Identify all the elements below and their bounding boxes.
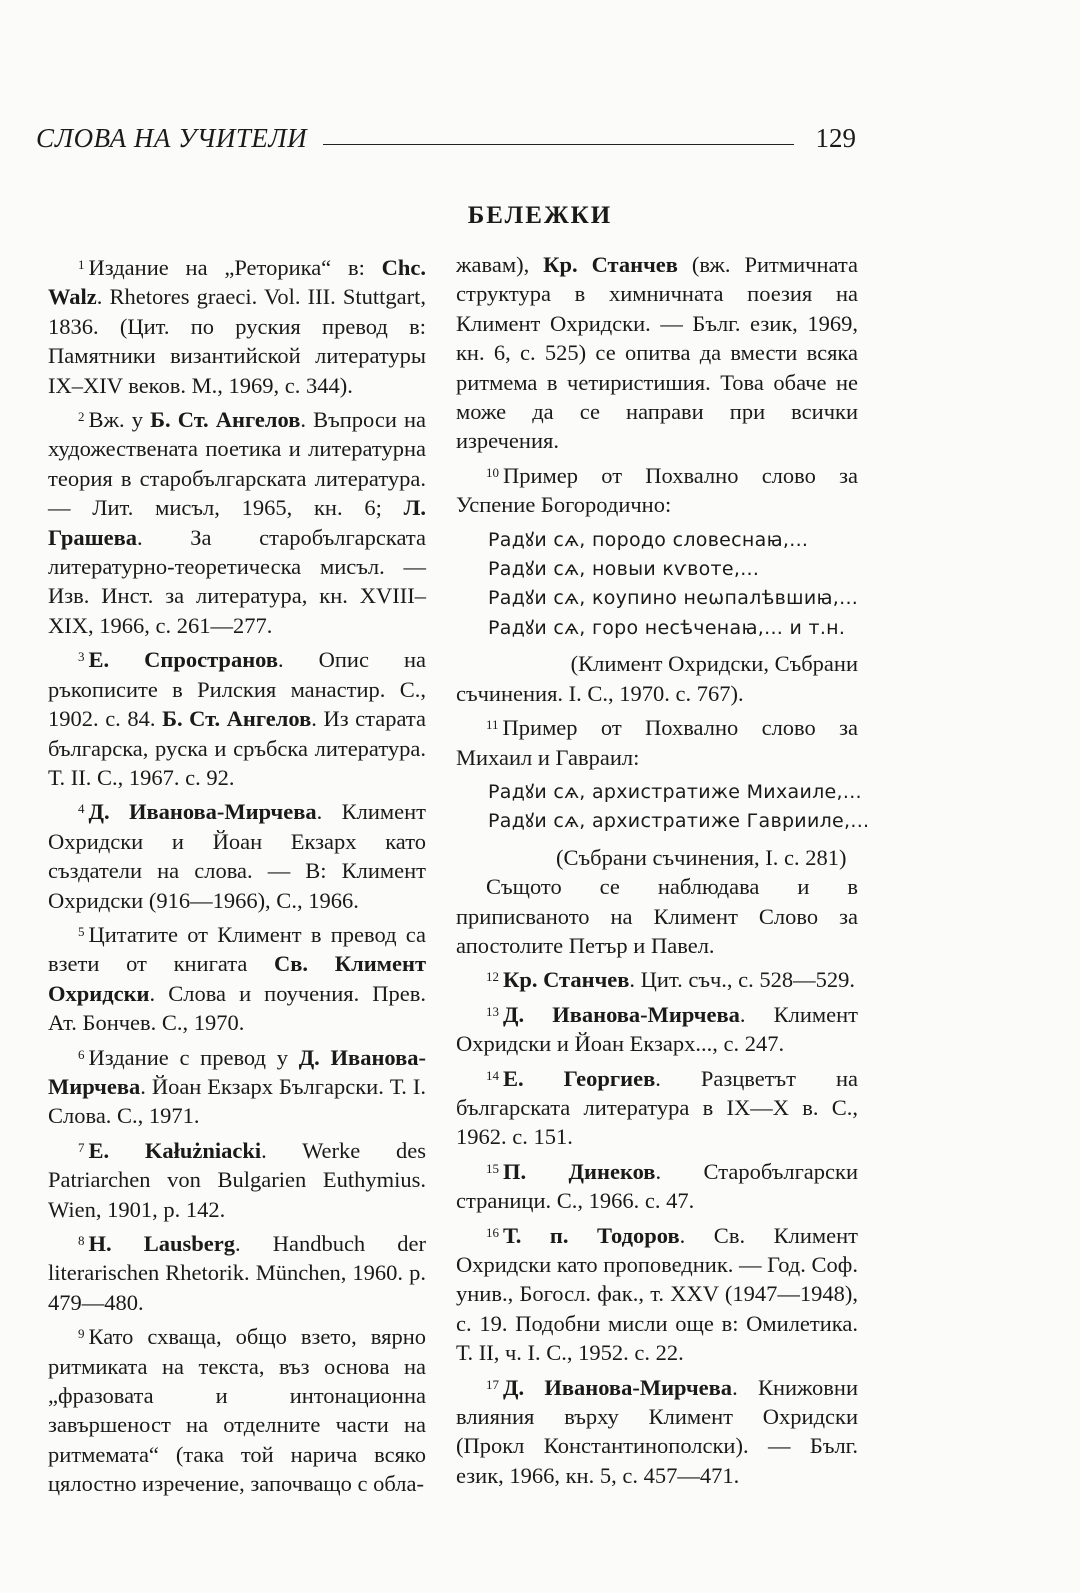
note-number: 8 — [78, 1233, 85, 1248]
quote-line: Радꙋи сѧ, новыи кѵвоте,... — [488, 558, 760, 581]
quote-line: Радꙋи сѧ, архистратиже Михаиле,... — [488, 780, 862, 803]
note-number: 1 — [78, 257, 85, 272]
note-number: 6 — [78, 1046, 85, 1062]
note-12: $^{12}$ Кр. Станчев. Цит. съч., с. 528—529. — [486, 967, 856, 993]
note-6: $^6$ Издание с превод у Д. Иванова-Мирчева. Йоан Екзарх Български. Т. I. Слова. С., 1971. — [48, 1044, 426, 1129]
note-1: $^1$ Издание на „Реторика“ в: Chc. Walz. Rhetores graeci. Vol. III. Stuttgart, 1836. (Цит. по руския превод в: Памятники византийской литературы IX–XIV веков. М., 1969, с. 344). — [48, 255, 426, 398]
note-number: 14 — [486, 1067, 499, 1083]
church-slavonic-quote — [458, 526, 858, 644]
running-title: СЛОВА НА УЧИТЕЛИ — [36, 122, 308, 153]
quote-line: Радꙋи сѧ, архистратиже Гаврииле,... — [488, 810, 870, 833]
note-number: 3 — [78, 649, 85, 665]
note-number: 5 — [78, 923, 85, 939]
note-11: $^{11}$ Пример от Похвално слово за Михаил и Гавраил: Радꙋи сѧ, архистратиже Михаиле,... Радꙋи сѧ, архистратиже Гаврииле,... (Събрани съчинения, I. с. 281) Същото се наблюдава и в приписваното на Климент Слово за апостолите Петър и Павел. — [456, 710, 858, 960]
note-17: $^{17}$ Д. Иванова-Мирчева. Книжовни влияния върху Климент Охридски (Прокл Константинополски). — Бълг. език, 1966, кн. 5, с. 457—471. — [456, 1374, 858, 1488]
note-number: 12 — [486, 969, 499, 985]
note-number: 4 — [78, 801, 85, 817]
note-9-continued: жавам), Кр. Станчев (вж. Ритмичната структура в химничната поезия на Климент Охридски. — Бълг. език, 1969, кн. 6, с. 525) се опитва да вмести всяка ритмема в четиристишия. Това обаче не може да се направи при всички изречения. — [456, 252, 858, 454]
page-number: 129 — [815, 122, 856, 153]
note-9: $^9$ Като схваща, общо взето, вярно ритмиката на текста, въз основа на „фразовата и интонационна завършеност на отделните части на ритмемата“ (така той нарича всяко цялостно изречение, започващо с обла- — [48, 1324, 426, 1497]
note-13: $^{13}$ Д. Иванова-Мирчева. Климент Охридски и Йоан Екзарх..., с. 247. — [456, 1001, 858, 1057]
note-4: $^4$ Д. Иванова-Мирчева. Климент Охридски и Йоан Екзарх като създатели на слова. — В: Климент Охридски (916—1966), С., 1966. — [48, 799, 426, 913]
quote-source: (Климент Охридски, Събрани съчинения. I. С., 1970. с. 767). — [456, 651, 858, 706]
quote-line: Радꙋи сѧ, коупино неѡпалѣвшиꙗ,... — [488, 587, 859, 610]
note-16: $^{16}$ Т. п. Тодоров. Св. Климент Охридски като проповедник. — Год. Соф. унив., Богосл. фак., т. XXV (1947—1948), с. 19. Подобни мисли още в: Омилетика. Т. II, ч. I. С., 1952. с. 22. — [456, 1222, 858, 1366]
note-5: $^5$ Цитатите от Климент в превод са взети от книгата Св. Климент Охридски. Слова и поучения. Прев. Ат. Бончев. С., 1970. — [48, 921, 426, 1036]
note-3: $^3$ Е. Спространов. Опис на ръкописите в Рилския манастир. С., 1902. с. 84. Б. Ст. Ангелов. Из старата българска, руска и сръбска литература. Т. II. С., 1967. с. 92. — [48, 647, 426, 790]
note-number: 13 — [486, 1003, 499, 1019]
notes-column-left — [48, 250, 426, 1501]
quote-source: (Събрани съчинения, I. с. 281) — [556, 844, 847, 870]
quote-line: Радꙋи сѧ, горо несѣченаꙗ,... и т.н. — [488, 616, 846, 639]
note-11-remark: Същото се наблюдава и в приписваното на Климент Слово за апостолите Петър и Павел. — [456, 874, 858, 958]
section-title: БЕЛЕЖКИ — [467, 202, 613, 229]
header-rule — [323, 144, 793, 145]
notes-column-right — [456, 250, 870, 1492]
note-number: 2 — [78, 409, 85, 425]
note-number: 16 — [486, 1224, 499, 1240]
note-number: 17 — [486, 1376, 499, 1392]
note-number: 11 — [486, 717, 499, 733]
note-7: $^7$ E. Kałużniacki. Werke des Patriarchen von Bulgarien Euthymius. Wien, 1901, p. 142. — [48, 1137, 426, 1222]
note-2: $^2$ Вж. у Б. Ст. Ангелов. Въпроси на художествената поетика и литературна теория в старобългарската литература. — Лит. мисъл, 1965, кн. 6; Л. Грашева. За старобългарската литературно-теоретическа мисъл. — Изв. Инст. за литература, кн. XVIII–XIX, 1966, с. 261—277. — [48, 407, 426, 638]
note-15: $^{15}$ П. Динеков. Старобългарски страници. С., 1966. с. 47. — [456, 1158, 859, 1214]
note-number: 10 — [486, 464, 499, 480]
note-number: 15 — [486, 1160, 499, 1176]
note-10: $^{10}$ Пример от Похвално слово за Успение Богородично: Радꙋи сѧ, породо словеснаꙗ,... Радꙋи сѧ, новыи кѵвоте,... Радꙋи сѧ, коупино неѡпалѣвшиꙗ,... Радꙋи сѧ, горо несѣченаꙗ,... и т.н. (Климент Охридски, Събрани съчинения. I. С., 1970. с. 767). — [456, 458, 858, 708]
church-slavonic-quote — [458, 778, 870, 837]
note-number: 7 — [78, 1139, 85, 1155]
note-14: $^{14}$ Е. Георгиев. Разцветът на българската литература в IX—X в. С., 1962. с. 151. — [456, 1065, 858, 1150]
quote-line: Радꙋи сѧ, породо словеснаꙗ,... — [488, 528, 809, 551]
running-header — [36, 118, 856, 158]
note-8: $^8$ H. Lausberg. Handbuch der literarischen Rhetorik. München, 1960. p. 479—480. — [48, 1231, 426, 1315]
note-number: 9 — [78, 1326, 85, 1342]
